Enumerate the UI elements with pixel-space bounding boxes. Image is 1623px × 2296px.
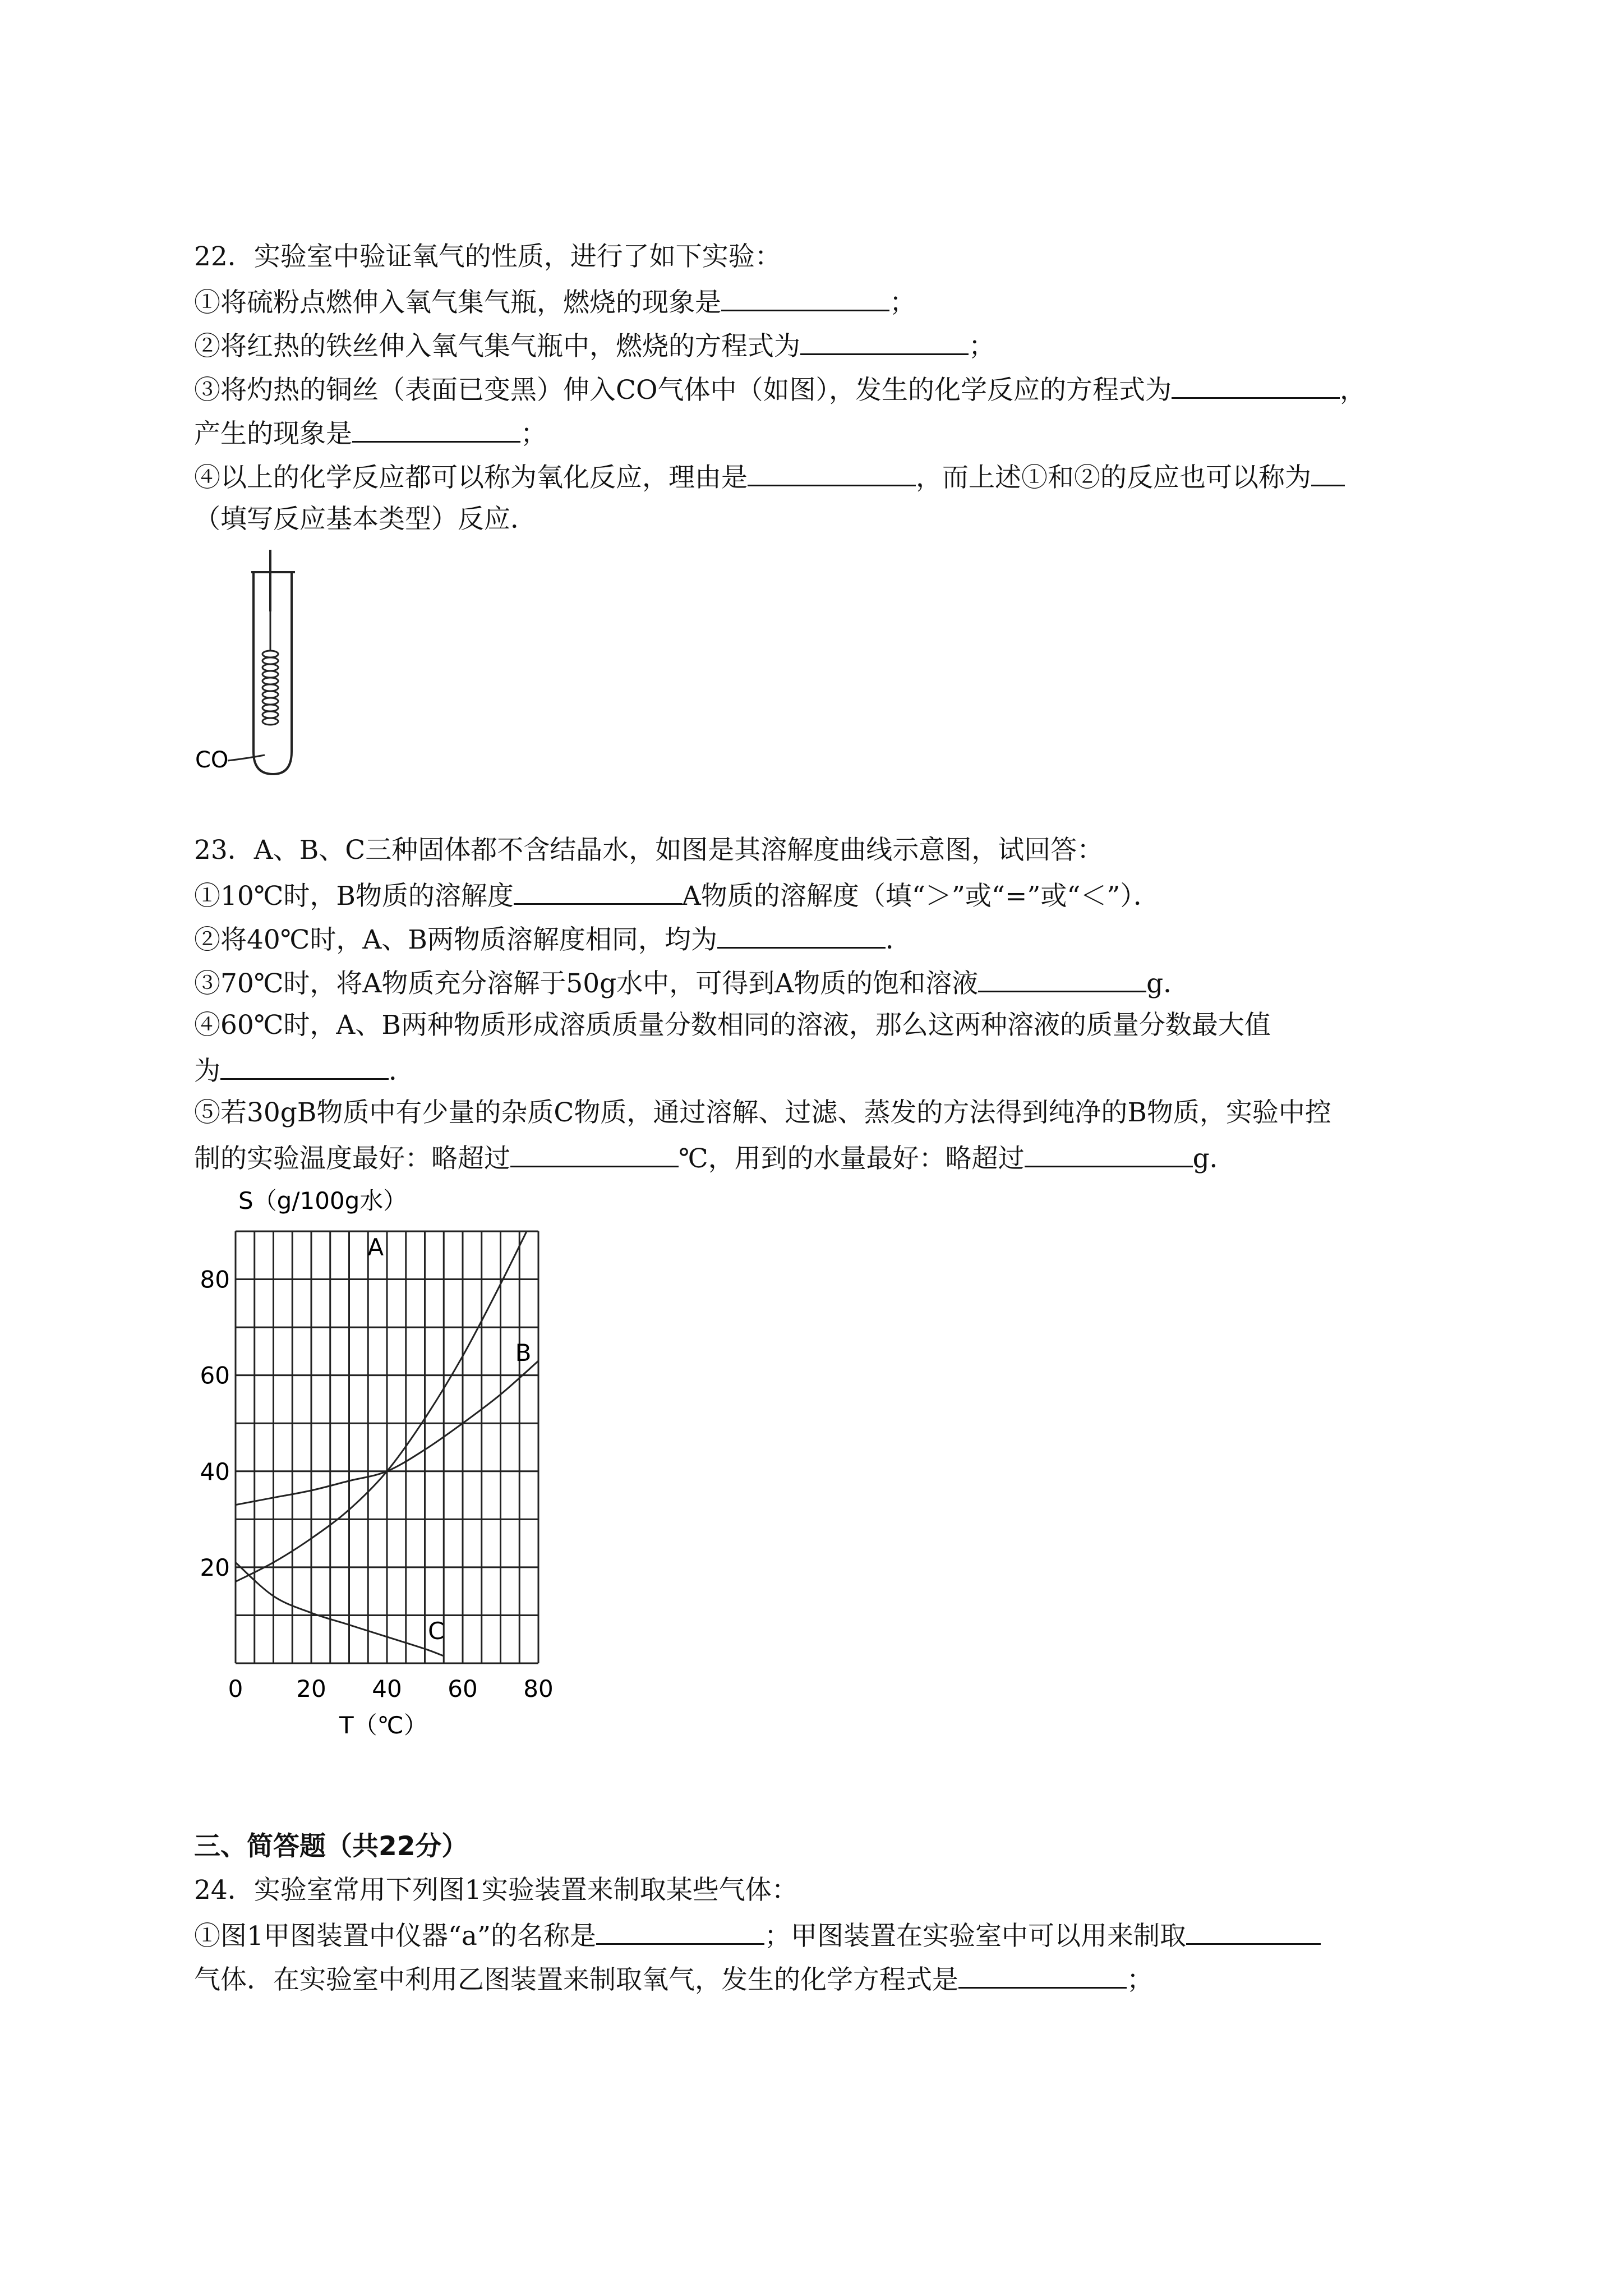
section-3-heading: 三、简答题（共22分） [194, 1831, 468, 1862]
y-tick-label: 80 [200, 1266, 230, 1294]
q24-item-1-cont-text: 气体．在实验室中利用乙图装置来制取氧气，发生的化学方程式是 [194, 1964, 958, 1995]
x-tick-label: 0 [228, 1675, 243, 1703]
q23-item-5: ⑤若30gB物质中有少量的杂质C物质，通过溶解、过滤、蒸发的方法得到纯净的B物质，实验中控 [194, 1097, 1331, 1128]
answer-blank[interactable] [1172, 372, 1340, 399]
q22-item-4 [194, 460, 1345, 494]
answer-blank[interactable] [717, 922, 886, 949]
answer-blank[interactable] [721, 285, 889, 311]
answer-blank[interactable] [748, 460, 916, 486]
co-label: CO [195, 747, 229, 773]
q23-item-3-unit: g． [1146, 968, 1190, 999]
q23-item-2-text: ②将40℃时，A、B两物质溶解度相同，均为 [194, 924, 717, 955]
y-tick-label: 20 [200, 1553, 230, 1581]
series-label-c: C [428, 1617, 445, 1645]
answer-blank[interactable] [1311, 460, 1345, 486]
q24-item-1-text: ①图1甲图装置中仪器“a”的名称是 [194, 1921, 596, 1952]
q22-item-1-text: ①将硫粉点燃伸入氧气集气瓶，燃烧的现象是 [194, 287, 721, 318]
answer-blank[interactable] [596, 1918, 764, 1945]
q22-item-1-punct: ； [889, 287, 916, 318]
q22-item-3-text: ③将灼热的铜丝（表面已变黑）伸入CO气体中（如图），发生的化学反应的方程式为 [194, 375, 1172, 406]
answer-blank[interactable] [1025, 1141, 1193, 1167]
x-tick-label: 20 [296, 1675, 326, 1703]
q23-item-5-cont [194, 1141, 1236, 1175]
x-axis-label: T（℃） [339, 1711, 427, 1739]
answer-blank[interactable] [978, 966, 1146, 992]
q23-item-2 [194, 922, 912, 956]
q23-item-2-punct: ． [885, 924, 912, 955]
answer-blank[interactable] [220, 1053, 389, 1080]
answer-blank[interactable] [1186, 1918, 1321, 1945]
q22-item-2-punct: ； [969, 331, 995, 362]
x-tick-label: 60 [448, 1675, 478, 1703]
q22-item-3-cont [194, 416, 547, 450]
y-tick-label: 60 [200, 1361, 230, 1389]
q23-item-1 [194, 878, 1160, 912]
q22-item-4-text-2: ，而上述①和②的反应也可以称为 [916, 462, 1311, 493]
x-tick-label: 40 [372, 1675, 402, 1703]
q24-item-1-cont [194, 1962, 1153, 1996]
answer-blank[interactable] [510, 1141, 679, 1167]
q24-item-1 [194, 1918, 1321, 1952]
q24-item-1-cont-punct: ； [1127, 1964, 1153, 1995]
answer-blank[interactable] [514, 878, 682, 905]
q23-item-3-text: ③70℃时，将A物质充分溶解于50g水中，可得到A物质的饱和溶液 [194, 968, 979, 999]
q23-title: 23．A、B、C三种固体都不含结晶水，如图是其溶解度曲线示意图，试回答： [194, 835, 1104, 866]
test-tube [253, 572, 292, 774]
test-tube-figure [179, 550, 348, 785]
q23-item-3 [194, 966, 1189, 1000]
q23-item-1-text-2: A物质的溶解度（填“＞”或“=”或“＜”）． [681, 881, 1160, 912]
q23-item-5-cont-text-2: ℃，用到的水量最好：略超过 [679, 1143, 1025, 1174]
q23-item-4-cont-punct: ． [389, 1056, 415, 1087]
q23-item-4: ④60℃时，A、B两种物质形成溶质质量分数相同的溶液，那么这两种溶液的质量分数最大值 [194, 1010, 1271, 1041]
q24-title: 24．实验室常用下列图1实验装置来制取某些气体： [194, 1875, 798, 1906]
q23-item-5-cont-unit: g． [1192, 1143, 1236, 1174]
q23-item-4-cont-text: 为 [194, 1056, 220, 1087]
label-pointer [228, 755, 265, 761]
series-label-b: B [515, 1339, 532, 1366]
q22-item-3-punct: ， [1340, 375, 1366, 406]
q22-item-3 [194, 372, 1366, 406]
q22-item-4-cont: （填写反应基本类型）反应． [194, 504, 537, 535]
series-label-a: A [367, 1233, 384, 1261]
answer-blank[interactable] [958, 1962, 1127, 1989]
q22-item-2-text: ②将红热的铁丝伸入氧气集气瓶中，燃烧的方程式为 [194, 331, 800, 362]
q23-item-4-cont [194, 1053, 415, 1087]
y-axis-label: S（g/100g水） [238, 1187, 407, 1214]
copper-coil [262, 651, 278, 725]
q23-item-5-cont-text: 制的实验温度最好：略超过 [194, 1143, 510, 1174]
y-tick-label: 40 [200, 1457, 230, 1485]
q23-item-1-text: ①10℃时，B物质的溶解度 [194, 881, 514, 912]
answer-blank[interactable] [800, 329, 969, 355]
q22-title: 22．实验室中验证氧气的性质，进行了如下实验： [194, 241, 781, 272]
q22-item-3-cont-text: 产生的现象是 [194, 418, 352, 449]
q24-item-1-text-2: ；甲图装置在实验室中可以用来制取 [764, 1921, 1186, 1952]
q22-item-2 [194, 329, 995, 362]
solubility-chart [185, 1178, 578, 1739]
q22-item-4-text: ④以上的化学反应都可以称为氧化反应，理由是 [194, 462, 748, 493]
x-tick-label: 80 [523, 1675, 554, 1703]
answer-blank[interactable] [352, 416, 520, 443]
q22-item-1 [194, 285, 916, 319]
q22-item-3-cont-punct: ； [520, 418, 547, 449]
series-curve-c [236, 1562, 444, 1656]
